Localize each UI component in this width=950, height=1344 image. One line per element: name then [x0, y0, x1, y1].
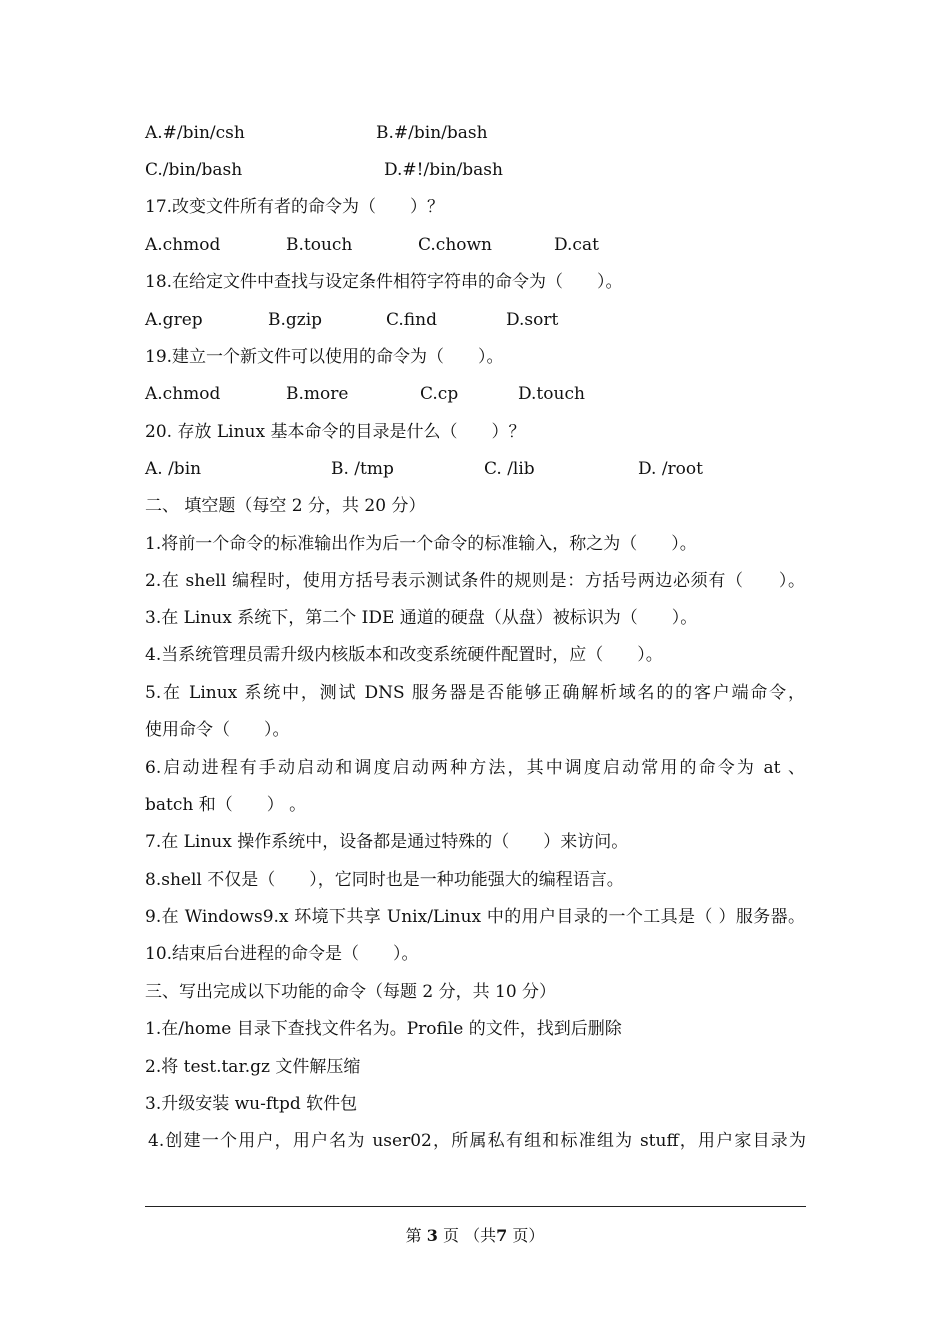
- q19-option-b: B.more: [286, 384, 349, 404]
- q17-option-a: A.chmod: [145, 235, 221, 255]
- command-item-4: 4.创建一个用户，用户名为 user02，所属私有组和标准组为 stuff，用户家目录为: [148, 1131, 806, 1151]
- question-20: 20. 存放 Linux 基本命令的目录是什么（ ）？: [145, 422, 526, 442]
- footer-prefix: 第: [405, 1226, 427, 1245]
- fill-item-5-line-1: 5.在 Linux 系统中，测试 DNS 服务器是否能够正确解析域名的的客户端命令，: [145, 683, 805, 703]
- q16-option-c: C./bin/bash: [145, 160, 243, 180]
- command-item-3: 3.升级安装 wu-ftpd 软件包: [145, 1094, 358, 1114]
- q16-option-d: D.#!/bin/bash: [384, 160, 503, 180]
- fill-item-10: 10.结束后台进程的命令是（ ）。: [145, 944, 419, 964]
- question-19: 19.建立一个新文件可以使用的命令为（ ）。: [145, 347, 504, 367]
- q16-option-a: A.#/bin/csh: [145, 123, 245, 143]
- section-3-title: 三、写出完成以下功能的命令（每题 2 分，共 10 分）: [145, 982, 557, 1002]
- footer-suffix: 页）: [507, 1226, 545, 1245]
- page-footer: [0, 1226, 950, 1246]
- q16-option-b: B.#/bin/bash: [376, 123, 488, 143]
- q20-option-b: B. /tmp: [331, 459, 394, 479]
- fill-item-5-line-2: 使用命令（ ）。: [145, 720, 290, 740]
- fill-item-8: 8.shell 不仅是（ ），它同时也是一种功能强大的编程语言。: [145, 870, 624, 890]
- fill-item-3: 3.在 Linux 系统下，第二个 IDE 通道的硬盘（从盘）被标识为（ ）。: [145, 608, 698, 628]
- q17-option-c: C.chown: [418, 235, 493, 255]
- command-item-2: 2.将 test.tar.gz 文件解压缩: [145, 1057, 361, 1077]
- fill-item-2: 2.在 shell 编程时，使用方括号表示测试条件的规则是：方括号两边必须有（ ）。: [145, 571, 805, 591]
- q19-option-c: C.cp: [420, 384, 459, 404]
- q18-option-c: C.find: [386, 310, 437, 330]
- fill-item-1: 1.将前一个命令的标准输出作为后一个命令的标准输入，称之为（ ）。: [145, 534, 697, 554]
- q17-option-b: B.touch: [286, 235, 353, 255]
- section-2-title: 二、 填空题（每空 2 分，共 20 分）: [145, 496, 426, 516]
- q18-option-b: B.gzip: [268, 310, 323, 330]
- question-17: 17.改变文件所有者的命令为（ ）？: [145, 197, 445, 217]
- footer-divider: [145, 1206, 806, 1207]
- fill-item-6-line-2: batch 和（ ） 。: [145, 795, 307, 815]
- footer-total-pages: 7: [496, 1226, 508, 1245]
- fill-item-7: 7.在 Linux 操作系统中，设备都是通过特殊的（ ）来访问。: [145, 832, 629, 852]
- q20-option-d: D. /root: [638, 459, 703, 479]
- q18-option-a: A.grep: [145, 310, 203, 330]
- q19-option-d: D.touch: [518, 384, 585, 404]
- command-item-1: 1.在/home 目录下查找文件名为。Profile 的文件，找到后删除: [145, 1019, 622, 1039]
- fill-item-9: 9.在 Windows9.x 环境下共享 Unix/Linux 中的用户目录的一个工具是（ ）服务器。: [145, 907, 805, 927]
- q20-option-a: A. /bin: [145, 459, 202, 479]
- q18-option-d: D.sort: [506, 310, 559, 330]
- question-18: 18.在给定文件中查找与设定条件相符字符串的命令为（ ）。: [145, 272, 623, 292]
- q20-option-c: C. /lib: [484, 459, 535, 479]
- footer-middle: 页 （共: [437, 1226, 497, 1245]
- footer-page-number: 3: [426, 1226, 438, 1245]
- fill-item-6-line-1: 6.启动进程有手动启动和调度启动两种方法，其中调度启动常用的命令为 at 、: [145, 758, 805, 778]
- fill-item-4: 4.当系统管理员需升级内核版本和改变系统硬件配置时，应（ ）。: [145, 645, 663, 665]
- q19-option-a: A.chmod: [145, 384, 221, 404]
- q17-option-d: D.cat: [554, 235, 599, 255]
